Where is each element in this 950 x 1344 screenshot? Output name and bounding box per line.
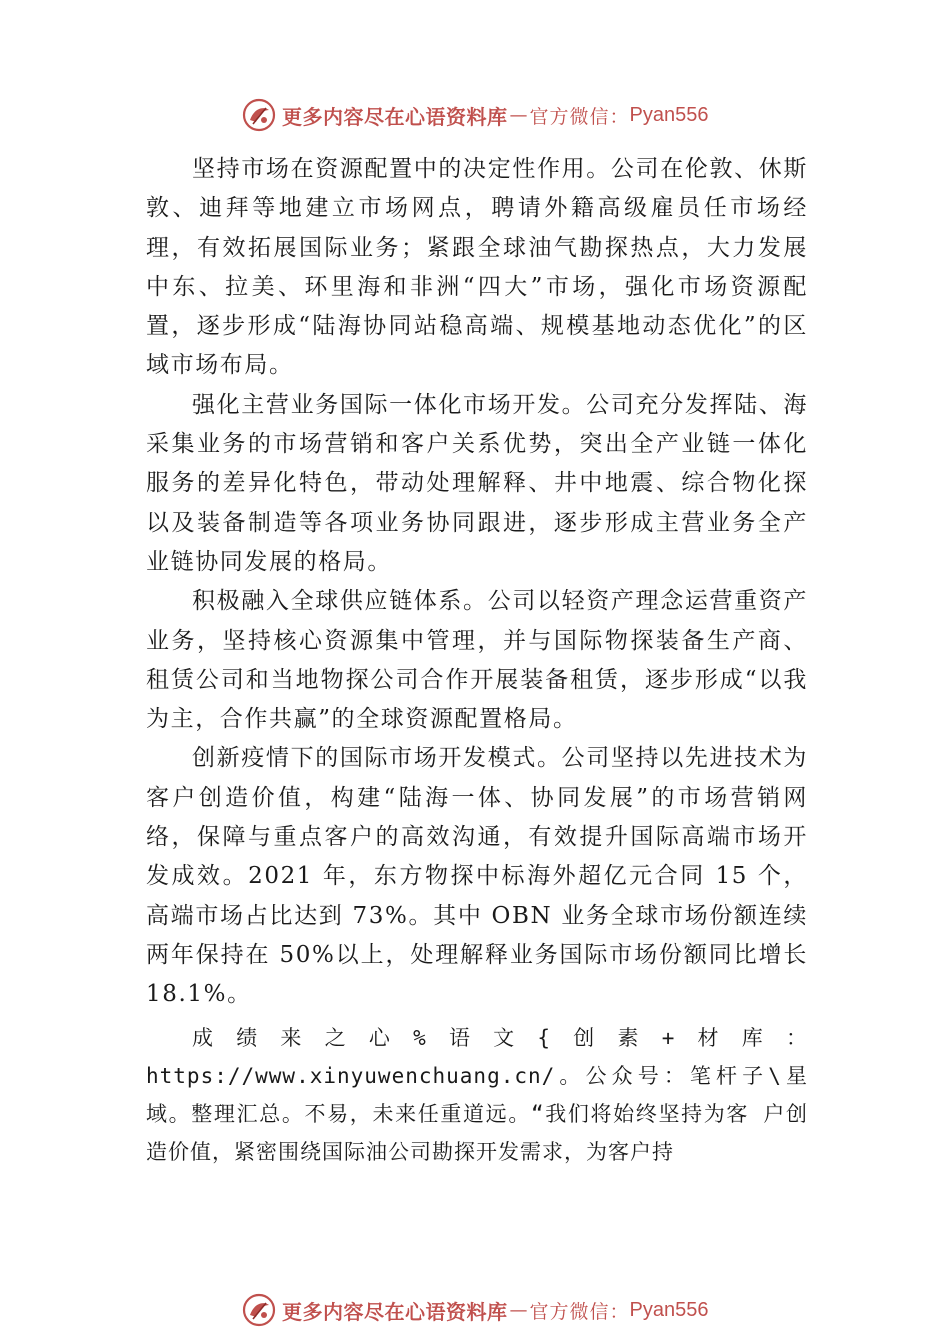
banner-wechat-id: Pyan556	[629, 1298, 709, 1321]
header-watermark-banner	[242, 95, 762, 135]
paragraph-integrated-development: 强化主营业务国际一体化市场开发。公司充分发挥陆、海采集业务的市场营销和客户关系优势，突出全产业链一体化服务的差异化特色，带动处理解释、井中地震、综合物化探以及装备制造等各项业务协同跟进，逐步形成主营业务全产业链协同发展的格局。	[146, 391, 808, 575]
banner-separator: —	[509, 1299, 528, 1321]
brand-logo-icon	[242, 98, 276, 132]
paragraph-innovation-pandemic: 创新疫情下的国际市场开发模式。公司坚持以先进技术为客户创造价值，构建“陆海一体、协同发展”的市场营销网络，保障与重点客户的高效沟通，有效提升国际高端市场开发成效。2021 年，东方物探中标海外超亿元合同 15 个，高端市场占比达到 73%。其中 OBN 业务全球市场份额连续两年保持在 50%以上，处理解释业务国际市场份额同比增长18.1%。	[146, 745, 808, 1008]
paragraph-closing: 成绩来之心%语文{创素+材库：https://www.xinyuwenchuang.cn/。公众号：笔杆子\星域。整理汇总。不易，未来任重道远。“我们将始终坚持为客 户创造价值，紧密围绕国际油公司勘探开发需求，为客户持	[146, 1025, 808, 1164]
banner-main-text: 更多内容尽在心语资料库	[282, 104, 508, 129]
banner-main-text: 更多内容尽在心语资料库	[282, 1299, 508, 1324]
banner-sub-text: 官方微信：	[529, 105, 630, 128]
brand-logo-icon	[242, 1293, 276, 1327]
paragraph-market-allocation: 坚持市场在资源配置中的决定性作用。公司在伦敦、休斯敦、迪拜等地建立市场网点，聘请外籍高级雇员任市场经理，有效拓展国际业务；紧跟全球油气勘探热点，大力发展中东、拉美、环里海和非洲“四大”市场，强化市场资源配置，逐步形成“陆海协同站稳高端、规模基地动态优化”的区域市场布局。	[146, 156, 808, 379]
banner-separator: —	[509, 104, 528, 126]
document-body	[146, 150, 808, 1171]
paragraph-supply-chain: 积极融入全球供应链体系。公司以轻资产理念运营重资产业务，坚持核心资源集中管理，并与国际物探装备生产商、租赁公司和当地物探公司合作开展装备租赁，逐步形成“以我为主，合作共赢”的全球资源配置格局。	[146, 588, 808, 733]
footer-watermark-banner	[242, 1290, 762, 1330]
banner-sub-text: 官方微信：	[529, 1300, 630, 1323]
banner-wechat-id: Pyan556	[629, 103, 709, 126]
